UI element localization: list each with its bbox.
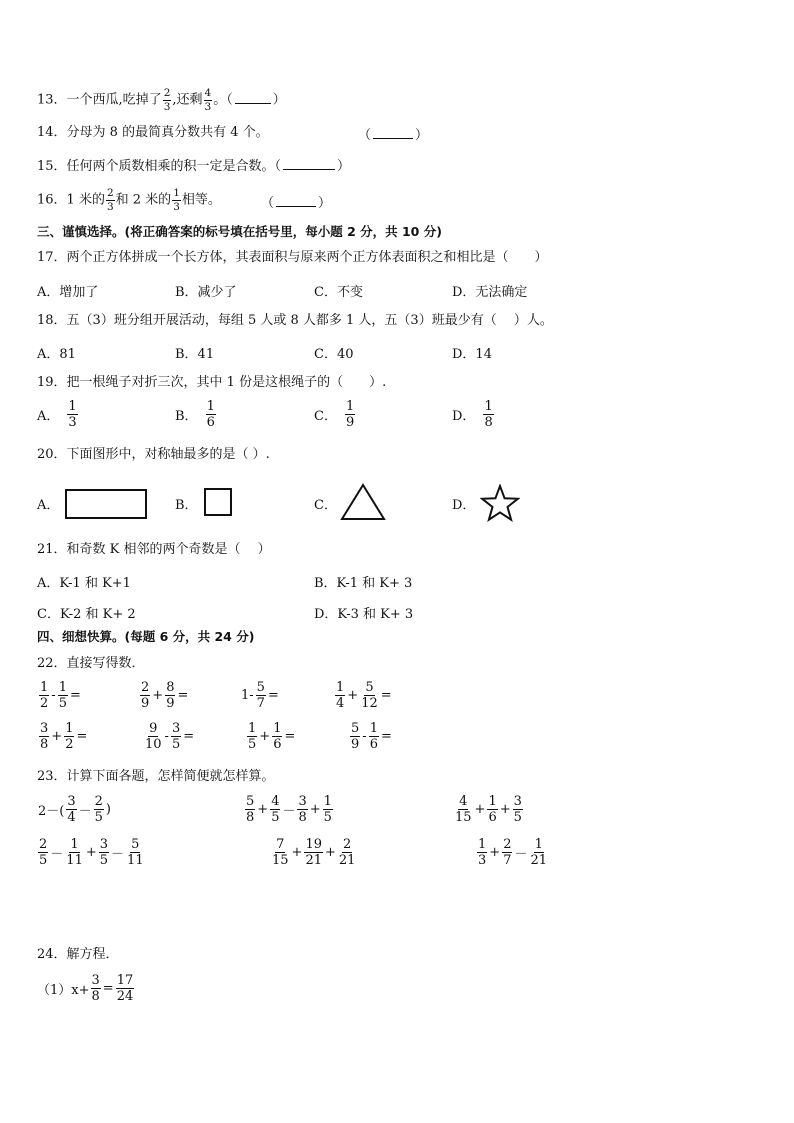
option-d[interactable]: D．无法确定 bbox=[452, 285, 528, 300]
option-d[interactable]: D．K-3 和 K+ 3 bbox=[314, 607, 414, 622]
calc-item: $\frac{2}{9}$ + $\frac{8}{9}$ = bbox=[141, 680, 189, 711]
question-22-stem: 22．直接写得数． bbox=[37, 656, 145, 671]
question-14-bracket: （ ） bbox=[358, 124, 428, 143]
question-20-stem: 20．下面图形中，对称轴最多的是（ ）. bbox=[37, 447, 270, 462]
option-a[interactable]: A． bbox=[37, 498, 60, 513]
option-c[interactable]: C．K-2 和 K+ 2 bbox=[37, 607, 136, 622]
section-3-title: 三、谨慎选择。(将正确答案的标号填在括号里，每小题 2 分，共 10 分) bbox=[37, 224, 442, 239]
option-b[interactable]: B．K-1 和 K+ 3 bbox=[314, 576, 413, 591]
option-c[interactable]: C．不变 bbox=[314, 285, 363, 300]
question-17-stem: 17．两个正方体拼成一个长方体，其表面积与原来两个正方体表面积之和相比是（ ） bbox=[37, 250, 548, 265]
calc-item: $\frac{1}{2}$ - $\frac{1}{5}$ = bbox=[40, 680, 81, 711]
option-c[interactable]: C．40 bbox=[314, 347, 354, 362]
fraction: $\frac{2}{3}$ bbox=[106, 187, 114, 213]
question-15: 15．任何两个质数相乘的积一定是合数。（ ） bbox=[37, 156, 350, 176]
section-4-title: 四、细想快算。(每题 6 分，共 24 分) bbox=[37, 629, 255, 644]
equation-1: （1）x+ $\frac{3}{8}$ = $\frac{17}{24}$ bbox=[37, 973, 134, 1004]
answer-blank[interactable] bbox=[373, 125, 413, 139]
question-16-bracket: （ ） bbox=[261, 192, 331, 211]
fraction: $\frac{1}{3}$ bbox=[173, 187, 180, 213]
calc-item: $\frac{1}{5}$ + $\frac{1}{6}$ = bbox=[248, 721, 296, 752]
option-c[interactable]: C． bbox=[314, 498, 337, 513]
calc-item: 2－( $\frac{3}{4}$ － $\frac{2}{5}$ ) bbox=[38, 794, 111, 825]
option-d[interactable]: D． bbox=[452, 498, 476, 513]
fraction: $\frac{4}{3}$ bbox=[204, 87, 212, 113]
answer-blank[interactable] bbox=[283, 156, 335, 170]
question-19-stem: 19．把一根绳子对折三次，其中 1 份是这根绳子的（ ）. bbox=[37, 375, 387, 390]
calc-item: $\frac{7}{15}$ + $\frac{19}{21}$ + $\frac{2}{21}$ bbox=[272, 837, 356, 868]
triangle-shape bbox=[339, 482, 387, 522]
option-b[interactable]: B．41 bbox=[175, 347, 215, 362]
option-b[interactable]: B． bbox=[175, 498, 198, 513]
answer-blank[interactable] bbox=[276, 193, 316, 207]
calc-item: $\frac{3}{8}$ + $\frac{1}{2}$ = bbox=[40, 721, 88, 752]
calc-item: $\frac{4}{15}$ + $\frac{1}{6}$ + $\frac{3}{5}$ bbox=[455, 794, 522, 825]
option-b[interactable]: B． $\frac{1}{6}$ bbox=[175, 399, 215, 430]
option-c[interactable]: C． $\frac{1}{9}$ bbox=[314, 399, 355, 430]
calc-item: $\frac{5}{8}$ + $\frac{4}{5}$ － $\frac{3}{8}$ + $\frac{1}{5}$ bbox=[246, 794, 332, 825]
question-24-stem: 24．解方程． bbox=[37, 947, 119, 962]
calc-item: $\frac{1}{3}$ + $\frac{2}{7}$ － $\frac{1}{21}$ bbox=[478, 837, 548, 868]
option-a[interactable]: A． $\frac{1}{3}$ bbox=[37, 399, 77, 430]
calc-item: $\frac{5}{9}$ - $\frac{1}{6}$ = bbox=[351, 721, 392, 752]
option-a[interactable]: A．K-1 和 K+1 bbox=[37, 576, 131, 591]
calc-item: 1- $\frac{5}{7}$ = bbox=[241, 680, 279, 711]
rectangle-shape bbox=[64, 488, 148, 520]
option-d[interactable]: D． $\frac{1}{8}$ bbox=[452, 399, 493, 430]
question-23-stem: 23．计算下面各题，怎样简便就怎样算。 bbox=[37, 769, 275, 784]
fraction: $\frac{2}{3}$ bbox=[163, 87, 171, 113]
option-a[interactable]: A．增加了 bbox=[37, 285, 99, 300]
answer-blank[interactable] bbox=[235, 90, 271, 104]
option-b[interactable]: B．减少了 bbox=[175, 285, 237, 300]
option-d[interactable]: D．14 bbox=[452, 347, 492, 362]
calc-item: $\frac{2}{5}$ － $\frac{1}{11}$ + $\frac{3}{5}$ － $\frac{5}{11}$ bbox=[39, 837, 144, 868]
question-13: 13．一个西瓜,吃掉了 $\frac{2}{3}$ ,还剩 $\frac{4}{3}$ 。（ ） bbox=[37, 87, 286, 113]
calc-item: $\frac{1}{4}$ + $\frac{5}{12}$ = bbox=[336, 680, 392, 711]
star-shape bbox=[480, 484, 520, 522]
square-shape bbox=[203, 487, 233, 517]
calc-item: $\frac{9}{10}$ - $\frac{3}{5}$ = bbox=[145, 721, 195, 752]
question-16: 16．1 米的 $\frac{2}{3}$ 和 2 米的 $\frac{1}{3}$ 相等。 bbox=[37, 187, 221, 213]
question-18-stem: 18．五（3）班分组开展活动，每组 5 人或 8 人都多 1 人，五（3）班最少有（ ）人。 bbox=[37, 313, 553, 328]
question-21-stem: 21．和奇数 K 相邻的两个奇数是（ ） bbox=[37, 542, 271, 557]
question-14: 14．分母为 8 的最简真分数共有 4 个。 bbox=[37, 125, 269, 140]
option-a[interactable]: A．81 bbox=[37, 347, 76, 362]
